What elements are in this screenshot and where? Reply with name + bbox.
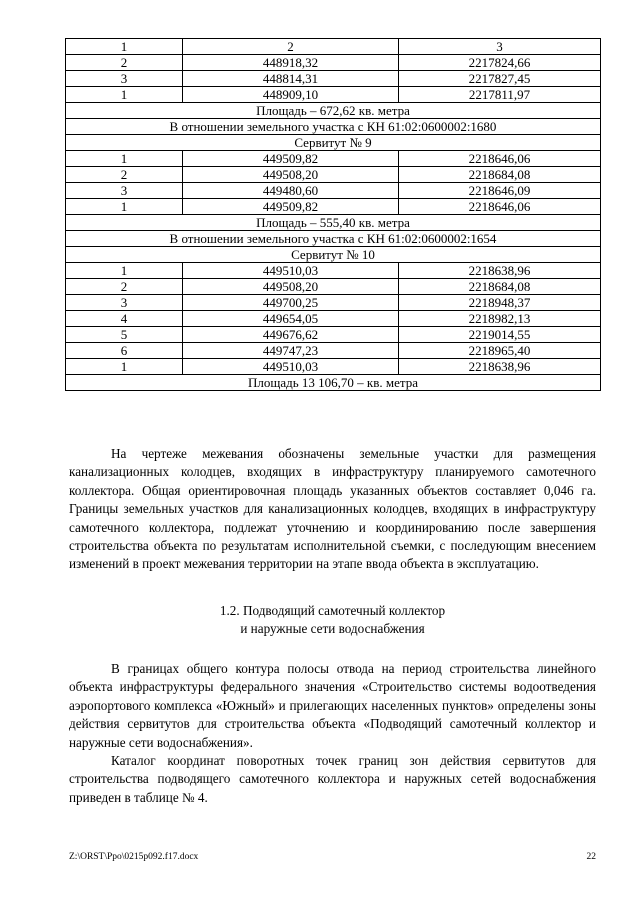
table-row	[66, 215, 601, 231]
table-cell: 2	[66, 167, 183, 183]
table-cell: 2218965,40	[399, 343, 601, 359]
table-cell: 2	[66, 279, 183, 295]
table-row	[66, 327, 601, 343]
servitude-row: Сервитут № 10	[66, 247, 601, 263]
table-cell: 1	[66, 263, 183, 279]
table-row	[66, 231, 601, 247]
table-cell: 449480,60	[183, 183, 399, 199]
area-row: Площадь – 672,62 кв. метра	[66, 103, 601, 119]
table-cell: 2218684,08	[399, 167, 601, 183]
table-cell: 2219014,55	[399, 327, 601, 343]
table-row	[66, 183, 601, 199]
table-cell: 2217824,66	[399, 55, 601, 71]
table-cell: 2	[183, 39, 399, 55]
table-row	[66, 263, 601, 279]
table-cell: 1	[66, 87, 183, 103]
table-row	[66, 359, 601, 375]
table-cell: 2218646,06	[399, 199, 601, 215]
table-cell: 449510,03	[183, 359, 399, 375]
table-cell: 3	[399, 39, 601, 55]
table-cell: 1	[66, 359, 183, 375]
table-row	[66, 311, 601, 327]
table-cell: 449509,82	[183, 199, 399, 215]
table-row	[66, 151, 601, 167]
paragraph-catalog: Каталог координат поворотных точек границ зон действия сервитутов для строительства подводящего самотечного коллектора и наружных сетей водоснабжения приведен в таблице № 4.	[69, 753, 596, 805]
table-cell: 3	[66, 71, 183, 87]
table-cell: 448909,10	[183, 87, 399, 103]
table-row	[66, 135, 601, 151]
table-row	[66, 71, 601, 87]
table-cell: 3	[66, 295, 183, 311]
area-row: Площадь 13 106,70 – кв. метра	[66, 375, 601, 391]
table-cell: 449509,82	[183, 151, 399, 167]
table-cell: 449700,25	[183, 295, 399, 311]
table-cell: 449654,05	[183, 311, 399, 327]
table-cell: 448918,32	[183, 55, 399, 71]
table-row	[66, 87, 601, 103]
table-cell: 2218638,96	[399, 263, 601, 279]
servitude-row: Сервитут № 9	[66, 135, 601, 151]
table-cell: 449676,62	[183, 327, 399, 343]
section-heading-line1: 1.2. Подводящий самотечный коллектор	[219, 603, 446, 618]
table-cell: 4	[66, 311, 183, 327]
table-row	[66, 39, 601, 55]
paragraph-servitude-zones	[69, 660, 596, 807]
table-row	[66, 167, 601, 183]
table-row	[66, 279, 601, 295]
table-cell: 449510,03	[183, 263, 399, 279]
table-row	[66, 199, 601, 215]
page-number: 22	[586, 852, 596, 862]
section-heading	[69, 602, 596, 639]
table-cell: 6	[66, 343, 183, 359]
table-row	[66, 55, 601, 71]
paragraph-text: На чертеже межевания обозначены земельные участки для размещения канализационных колодцев, входящих в инфраструктуру планируемого самотечного коллектора. Общая ориентировочная площадь указанных объектов составляет 0,046 га. Границы земельных участков для канализационных колодцев, входящих в инфраструктуру самотечного коллектора, подлежат уточнению и координированию после завершения строительства объекта по результатам исполнительной съемки, с последующим внесением изменений в проект межевания территории на этапе ввода объекта в эксплуатацию.	[69, 446, 596, 572]
table-cell: 2217811,97	[399, 87, 601, 103]
table-cell: 2	[66, 55, 183, 71]
section-heading-line2: и наружные сети водоснабжения	[240, 621, 425, 637]
table-cell: 449508,20	[183, 167, 399, 183]
parcel-row: В отношении земельного участка с КН 61:02:0600002:1680	[66, 119, 601, 135]
table-cell: 1	[66, 151, 183, 167]
parcel-row: В отношении земельного участка с КН 61:02:0600002:1654	[66, 231, 601, 247]
table-row	[66, 247, 601, 263]
table-row	[66, 375, 601, 391]
footer-file-path: Z:\ORST\Ppo\0215p092.f17.docx	[69, 852, 199, 862]
table-row	[66, 343, 601, 359]
table-row	[66, 295, 601, 311]
area-row: Площадь – 555,40 кв. метра	[66, 215, 601, 231]
table-cell: 1	[66, 39, 183, 55]
table-row	[66, 119, 601, 135]
table-cell: 2218646,06	[399, 151, 601, 167]
table-cell: 3	[66, 183, 183, 199]
table-cell: 2218948,37	[399, 295, 601, 311]
table-cell: 2218646,09	[399, 183, 601, 199]
table-cell: 2217827,45	[399, 71, 601, 87]
table-cell: 2218982,13	[399, 311, 601, 327]
table-cell: 2218684,08	[399, 279, 601, 295]
paragraph-drawing-note	[69, 445, 596, 574]
table-cell: 5	[66, 327, 183, 343]
table-cell: 2218638,96	[399, 359, 601, 375]
table-cell: 449508,20	[183, 279, 399, 295]
table-cell: 1	[66, 199, 183, 215]
table-row	[66, 103, 601, 119]
table-cell: 448814,31	[183, 71, 399, 87]
table-cell: 449747,23	[183, 343, 399, 359]
coordinates-table	[65, 38, 601, 391]
paragraph-text: В границах общего контура полосы отвода на период строительства линейного объекта инфраструктуры федерального значения «Строительство системы водоотведения аэропортового комплекса «Южный» и прилегающих населенных пунктов» определены зоны действия сервитутов для строительства объекта «Подводящий самотечный коллектор и наружные сети водоснабжения».	[69, 661, 596, 750]
